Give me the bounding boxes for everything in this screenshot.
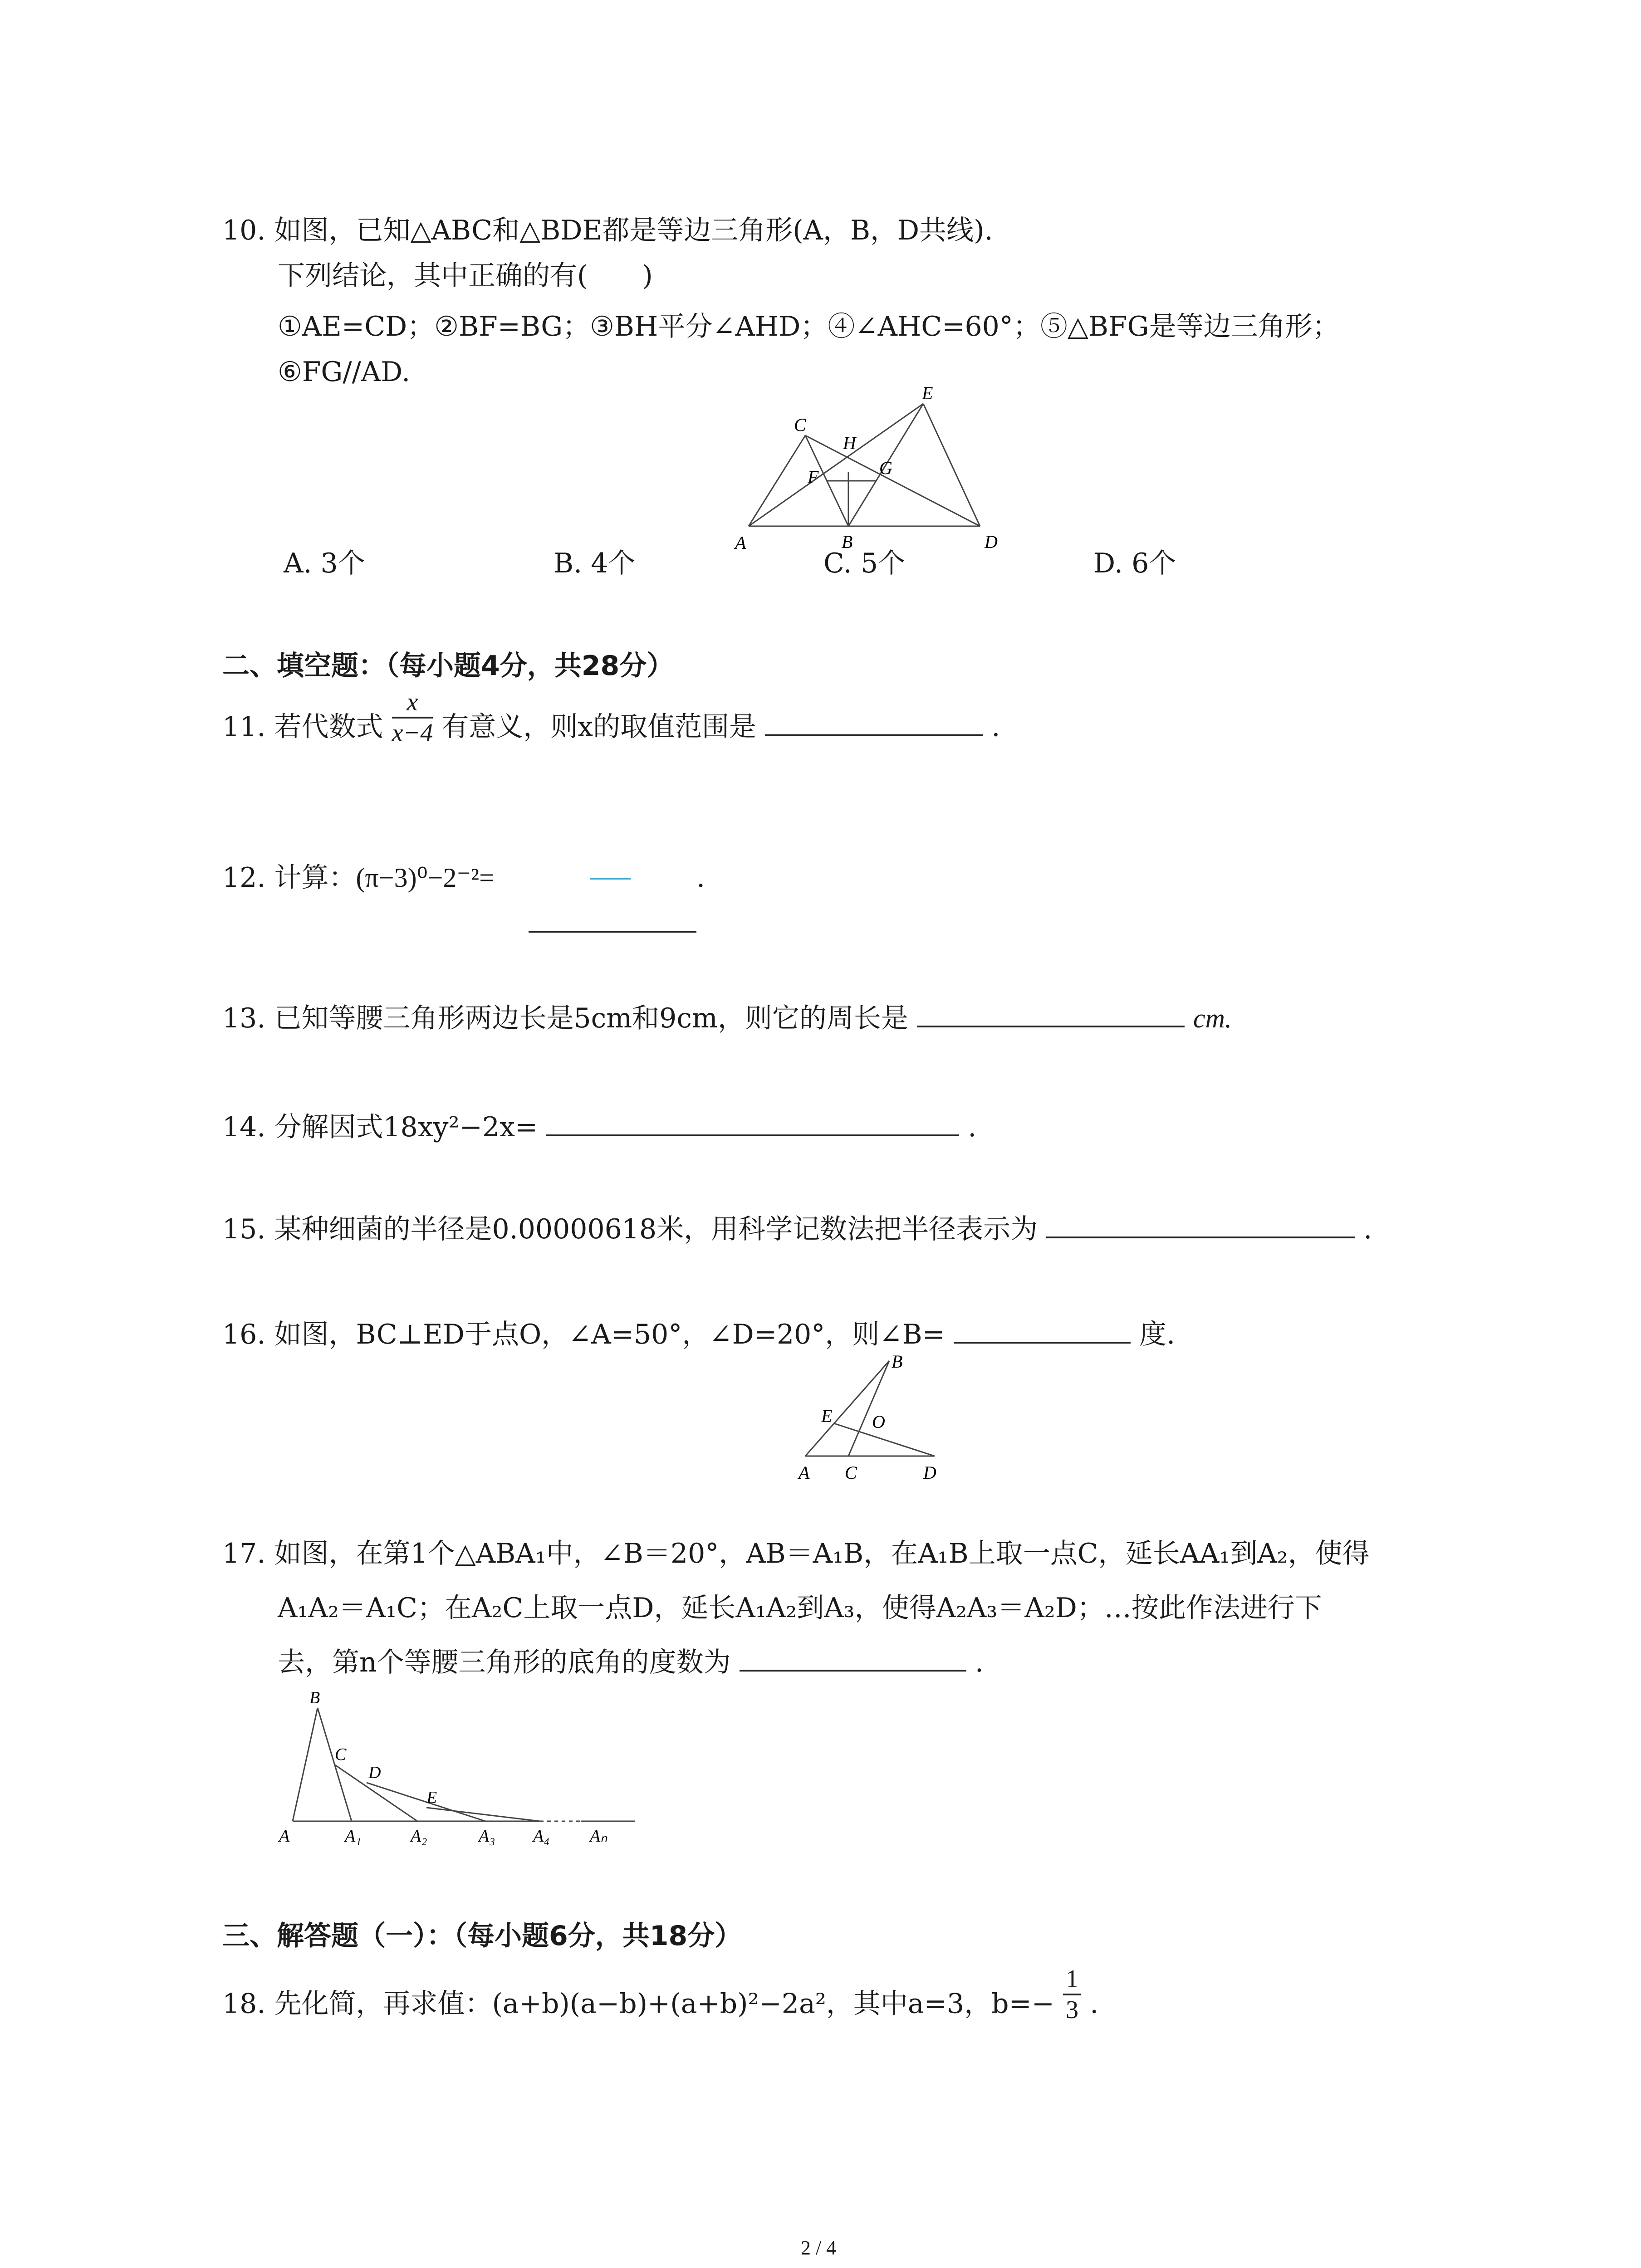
- q15-text: 某种细菌的半径是0.00000618米，用科学记数法把半径表示为: [274, 1213, 1038, 1245]
- q11-frac-den: x−4: [392, 719, 433, 747]
- section-fill-in-heading: 二、填空题：（每小题4分，共28分）: [222, 650, 674, 682]
- q15-answer-blank[interactable]: [1046, 1235, 1355, 1238]
- q17-label-a2: A₂: [411, 1827, 427, 1846]
- q17-label-an: Aₙ: [590, 1827, 607, 1846]
- q17-label-a: A: [279, 1827, 290, 1846]
- q17-figure: [272, 1687, 644, 1855]
- q17-end: .: [975, 1647, 984, 1678]
- q13-text: 已知等腰三角形两边长是5cm和9cm，则它的周长是: [274, 1002, 908, 1034]
- q10-label-a: A: [735, 533, 746, 553]
- q11-answer-blank[interactable]: [765, 733, 983, 736]
- q10-line4: ⑥FG//AD.: [278, 356, 411, 388]
- q10-choice-d: D. 6个: [1093, 547, 1176, 579]
- q10-label-e: E: [922, 386, 933, 403]
- q11-frac-num: x: [392, 689, 433, 719]
- q10-number: 10.: [222, 215, 266, 246]
- q11-post: 有意义，则x的取值范围是: [441, 711, 757, 743]
- q10-label-g: G: [879, 458, 892, 478]
- q18-fraction: [1063, 1966, 1081, 2023]
- q18-frac-den: 3: [1066, 1996, 1079, 2024]
- q17-label-d: D: [368, 1763, 381, 1782]
- q12-answer-blank[interactable]: [529, 931, 696, 933]
- q10-choice-c: C. 5个: [823, 547, 906, 579]
- q16-label-d: D: [923, 1462, 936, 1483]
- q10-label-h: H: [843, 433, 856, 453]
- q18-text: 先化简，再求值：(a+b)(a−b)+(a+b)²−2a²，其中a=3，b=−: [274, 1988, 1055, 2020]
- q16-label-o: O: [872, 1412, 885, 1432]
- q11-end: .: [991, 711, 1000, 743]
- q12: [222, 862, 495, 894]
- q17-label-a4: A₄: [533, 1827, 550, 1846]
- q13-answer-blank[interactable]: [917, 1024, 1185, 1027]
- q17-label-a1: A₁: [345, 1827, 362, 1846]
- q14-end: .: [968, 1111, 977, 1143]
- q18-number: 18.: [222, 1988, 266, 2020]
- q16-number: 16.: [222, 1319, 266, 1350]
- q14: [222, 1111, 977, 1143]
- q12-text: 计算：(π−3)⁰−2⁻²=: [274, 863, 495, 893]
- q10-choice-b: B. 4个: [554, 547, 636, 579]
- q10-label-c: C: [794, 415, 806, 435]
- q11: [222, 688, 1000, 747]
- q17-line1: [222, 1540, 1370, 1567]
- q16-text: 如图，BC⊥ED于点O，∠A=50°，∠D=20°，则∠B=: [274, 1319, 945, 1350]
- section-solve-heading: 三、解答题（一）：（每小题6分，共18分）: [222, 1920, 742, 1952]
- q10-figure: [726, 386, 1034, 558]
- q12-number: 12.: [222, 862, 266, 894]
- q18-end: .: [1090, 1988, 1099, 2020]
- q18: [222, 1965, 1099, 2024]
- q14-number: 14.: [222, 1111, 266, 1143]
- q17-label-c: C: [335, 1745, 347, 1764]
- q10-line1: [222, 217, 993, 244]
- q17-number: 17.: [222, 1538, 266, 1569]
- q10-label-f: F: [808, 467, 819, 487]
- q17-label-e: E: [426, 1788, 437, 1807]
- q16: [222, 1321, 1175, 1348]
- q10-choice-a: A. 3个: [284, 547, 365, 579]
- q10-stem: 如图，已知△ABC和△BDE都是等边三角形(A，B，D共线).: [274, 215, 993, 246]
- q18-frac-num: 1: [1063, 1966, 1081, 1995]
- q17-line3: [278, 1649, 984, 1676]
- q16-label-c: C: [845, 1462, 857, 1483]
- q13-number: 13.: [222, 1002, 266, 1034]
- q17-label-b: B: [309, 1688, 320, 1707]
- q14-answer-blank[interactable]: [546, 1133, 959, 1136]
- q10-line3: ①AE=CD；②BF=BG；③BH平分∠AHD；④∠AHC=60°；⑤△BFG是等边三角形；: [278, 311, 1340, 342]
- q16-figure: [785, 1352, 966, 1488]
- q15-end: .: [1363, 1213, 1372, 1245]
- q10-label-b: B: [842, 532, 853, 552]
- q11-pre: 若代数式: [274, 711, 383, 743]
- q10-label-d: D: [985, 532, 998, 552]
- q13: [222, 1002, 1232, 1034]
- page-number: 2 / 4: [801, 2237, 837, 2259]
- q16-label-e: E: [821, 1406, 833, 1426]
- q16-answer-blank[interactable]: [954, 1340, 1131, 1344]
- q17-text1: 如图，在第1个△ABA₁中，∠B＝20°，AB＝A₁B，在A₁B上取一点C，延长AA₁到A₂，使得: [274, 1538, 1370, 1569]
- q14-text: 分解因式18xy²−2x=: [274, 1111, 538, 1143]
- q11-number: 11.: [222, 711, 266, 743]
- q16-label-b: B: [892, 1352, 903, 1372]
- q16-unit: 度.: [1139, 1319, 1176, 1350]
- q12-mark: [590, 878, 631, 880]
- q17-line2: A₁A₂＝A₁C；在A₂C上取一点D，延长A₁A₂到A₃，使得A₂A₃＝A₂D；…按此作法进行下: [278, 1592, 1322, 1624]
- q16-label-a: A: [798, 1462, 810, 1483]
- q12-end: .: [696, 862, 705, 894]
- q11-fraction: [392, 689, 433, 746]
- q17-label-a3: A₃: [479, 1827, 495, 1846]
- q17-text3: 去，第n个等腰三角形的底角的度数为: [278, 1647, 731, 1678]
- q15: [222, 1213, 1372, 1245]
- q17-answer-blank[interactable]: [740, 1668, 966, 1672]
- q13-unit: cm.: [1193, 1003, 1232, 1033]
- q15-number: 15.: [222, 1213, 266, 1245]
- q10-line2: 下列结论，其中正确的有( ): [278, 260, 653, 292]
